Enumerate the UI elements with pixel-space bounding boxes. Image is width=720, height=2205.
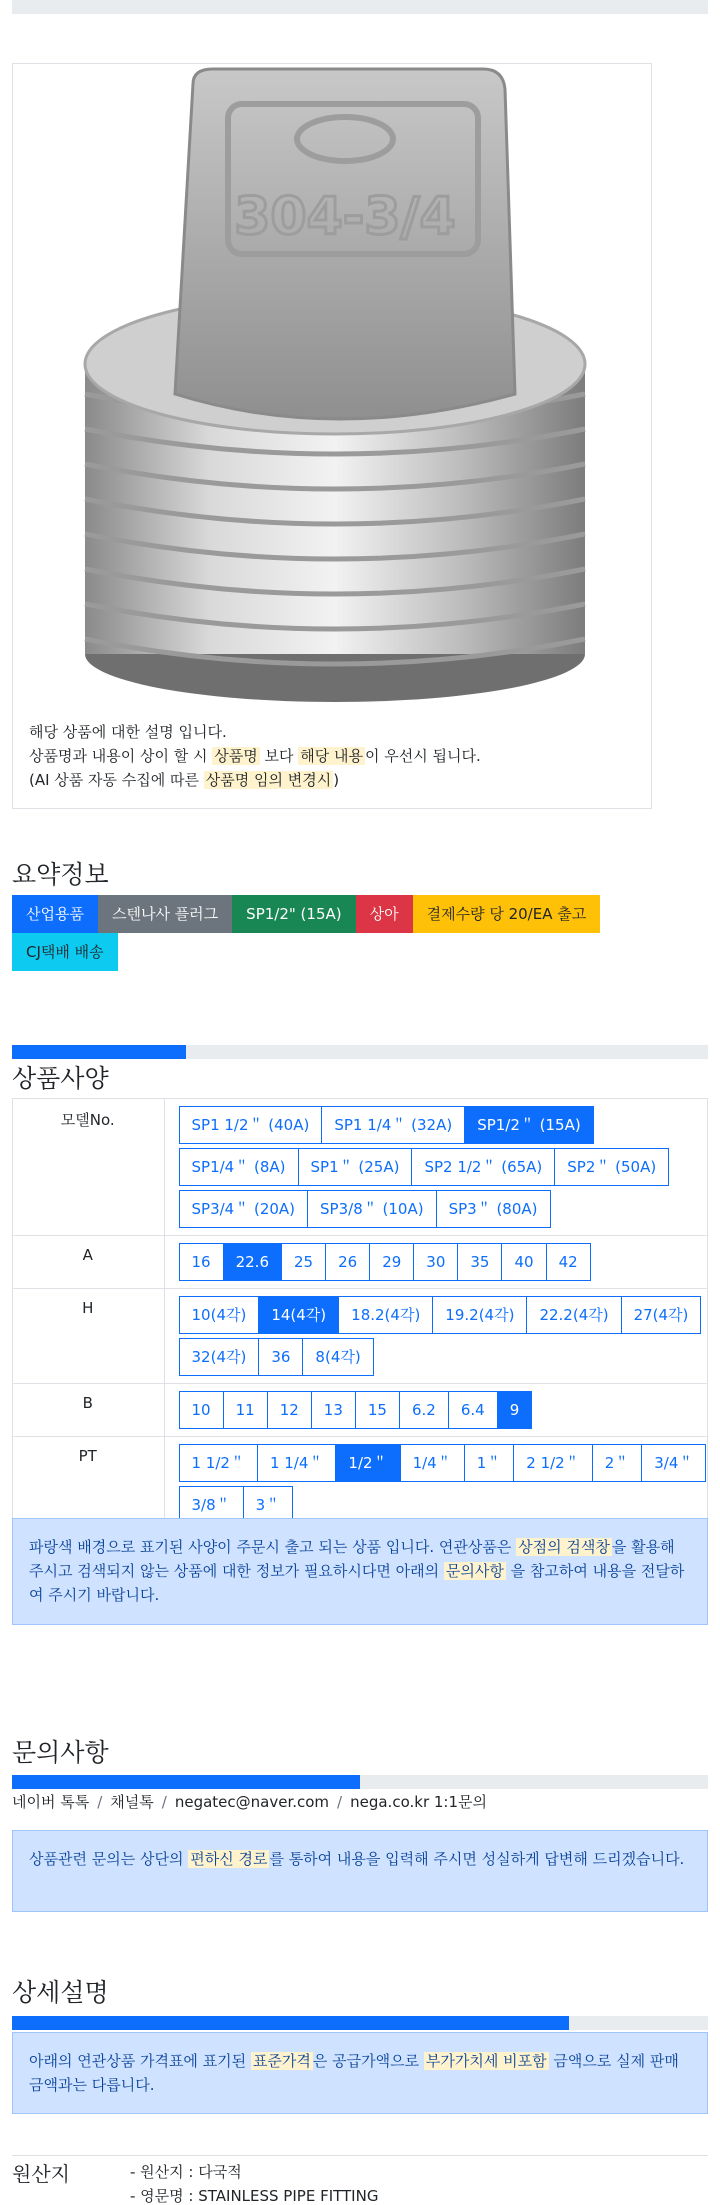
spec-option[interactable]: 18.2(4각) [338,1296,433,1334]
spec-option[interactable]: SP1 1/2＂ (40A) [179,1106,323,1144]
spec-row [12,1437,708,1532]
spec-row-options [164,1236,708,1289]
origin-info [130,2160,378,2205]
summary-title: 요약정보 [12,860,109,889]
spec-option[interactable]: 1/2＂ [335,1444,400,1482]
spec-option[interactable]: SP1＂ (25A) [298,1148,413,1186]
email-link[interactable]: negatec@naver.com [174,1793,330,1811]
site-inquiry-link[interactable]: nega.co.kr 1:1문의 [350,1793,487,1811]
spec-row-label: PT [12,1437,164,1532]
description-line-1: 해당 상품에 대한 설명 입니다. [29,723,227,741]
spec-option[interactable]: 30 [413,1243,458,1281]
spec-option[interactable]: 11 [223,1391,268,1429]
spec-option[interactable]: 27(4각) [621,1296,702,1334]
spec-row [12,1384,708,1437]
quantity-badge: 결제수량 당 20/EA 출고 [413,895,601,933]
spec-option[interactable]: 6.4 [448,1391,498,1429]
spec-option[interactable]: 1 1/4＂ [257,1444,336,1482]
spec-option[interactable]: 2 1/2＂ [513,1444,592,1482]
spec-option[interactable]: 13 [311,1391,356,1429]
spec-row-options [164,1384,708,1437]
spec-row-label: 모델No. [12,1099,164,1236]
spec-title: 상품사양 [12,1064,109,1093]
product-image [53,64,613,704]
spec-row-options [164,1437,708,1532]
inquiry-progress-fill [12,1775,360,1789]
spec-row [12,1236,708,1289]
spec-option[interactable]: 26 [325,1243,370,1281]
spec-option[interactable]: 3＂ [243,1486,294,1524]
product-image-card [12,63,652,809]
model-badge: SP1/2" (15A) [232,895,355,933]
channel-talk-link[interactable]: 채널톡 [110,1793,154,1811]
spec-option[interactable]: 10 [179,1391,224,1429]
detail-progress-fill [12,2016,569,2030]
origin-country: - 원산지 : 다국적 [130,2163,242,2181]
detail-title: 상세설명 [12,1978,109,2007]
description-line-2: 상품명과 내용이 상이 할 시 상품명 보다 해당 내용 이 우선시 됩니다. [29,747,481,765]
spec-progress-fill [12,1045,186,1059]
inquiry-notice: 상품관련 문의는 상단의 편하신 경로 를 통하여 내용을 입력해 주시면 성실하게 답변해 드리겠습니다. [12,1830,708,1912]
spec-option[interactable]: 1/4＂ [400,1444,465,1482]
spec-option[interactable]: 36 [258,1338,303,1376]
spec-option[interactable]: 14(4각) [258,1296,339,1334]
spec-option[interactable]: 16 [179,1243,224,1281]
summary-badges [12,895,672,971]
spec-option[interactable]: 8(4각) [302,1338,373,1376]
color-badge: 상아 [356,895,413,933]
description-line-3: (AI 상품 자동 수집에 따른 상품명 임의 변경시 ) [29,771,340,789]
inquiry-title: 문의사항 [12,1738,109,1767]
spec-row-label: B [12,1384,164,1437]
spec-option[interactable]: 1＂ [464,1444,515,1482]
spec-row-options [164,1099,708,1236]
spec-option[interactable]: 6.2 [399,1391,449,1429]
spec-option[interactable]: 25 [281,1243,326,1281]
spec-option[interactable]: 1 1/2＂ [179,1444,258,1482]
spec-option[interactable]: SP3＂ (80A) [436,1190,551,1228]
spec-option[interactable]: 40 [501,1243,546,1281]
product-description [29,720,481,792]
top-divider-bar [12,0,708,14]
spec-option[interactable]: 22.2(4각) [526,1296,621,1334]
shipping-badge: CJ택배 배송 [12,933,118,971]
spec-option[interactable]: 32(4각) [179,1338,260,1376]
spec-option[interactable]: 15 [355,1391,400,1429]
spec-option[interactable]: SP2＂ (50A) [554,1148,669,1186]
spec-row-label: A [12,1236,164,1289]
detail-progress-bar [12,2016,708,2030]
origin-english-name: - 영문명 : STAINLESS PIPE FITTING [130,2187,379,2205]
spec-row [12,1099,708,1236]
spec-option[interactable]: SP2 1/2＂ (65A) [411,1148,555,1186]
detail-notice: 아래의 연관상품 가격표에 표기된 표준가격 은 공급가액으로 부가가치세 비포함 금액으로 실제 판매금액과는 다릅니다. [12,2032,708,2114]
naver-talk-link[interactable]: 네이버 톡톡 [12,1793,90,1811]
spec-option[interactable]: 12 [267,1391,312,1429]
origin-title: 원산지 [12,2162,70,2186]
spec-row-label: H [12,1289,164,1384]
category-badge: 산업용품 [12,895,98,933]
spec-option[interactable]: SP1/4＂ (8A) [179,1148,299,1186]
spec-table [12,1098,708,1531]
spec-notice: 파랑색 배경으로 표기된 사양이 주문시 출고 되는 상품 입니다. 연관상품은 상점의 검색창 을 활용해 주시고 검색되지 않는 상품에 대한 정보가 필요하시다면 아래의 문의사항 을 참고하여 내용을 전달하여 주시기 바랍니다. [12,1518,708,1625]
spec-option[interactable]: 29 [369,1243,414,1281]
spec-option[interactable]: 35 [457,1243,502,1281]
spec-option[interactable]: 22.6 [223,1243,282,1281]
svg-text:304-3/4: 304-3/4 [234,187,456,247]
spec-option[interactable]: 10(4각) [179,1296,260,1334]
spec-option[interactable]: 2＂ [592,1444,643,1482]
spec-option[interactable]: 3/8＂ [179,1486,244,1524]
spec-progress-bar [12,1045,708,1059]
spec-row-options [164,1289,708,1384]
spec-option[interactable]: 3/4＂ [641,1444,706,1482]
spec-option[interactable]: SP1/2＂ (15A) [464,1106,594,1144]
spec-option[interactable]: 19.2(4각) [432,1296,527,1334]
spec-option[interactable]: SP3/8＂ (10A) [307,1190,437,1228]
product-type-badge: 스텐나사 플러그 [98,895,232,933]
contact-channels: 네이버 톡톡 / 채널톡 / negatec@naver.com / nega.co.kr 1:1문의 [12,1793,487,1811]
inquiry-progress-bar [12,1775,708,1789]
spec-option[interactable]: 9 [497,1391,533,1429]
spec-option[interactable]: SP1 1/4＂ (32A) [321,1106,465,1144]
spec-option[interactable]: 42 [546,1243,591,1281]
spec-row [12,1289,708,1384]
origin-divider [12,2155,708,2156]
spec-option[interactable]: SP3/4＂ (20A) [179,1190,309,1228]
